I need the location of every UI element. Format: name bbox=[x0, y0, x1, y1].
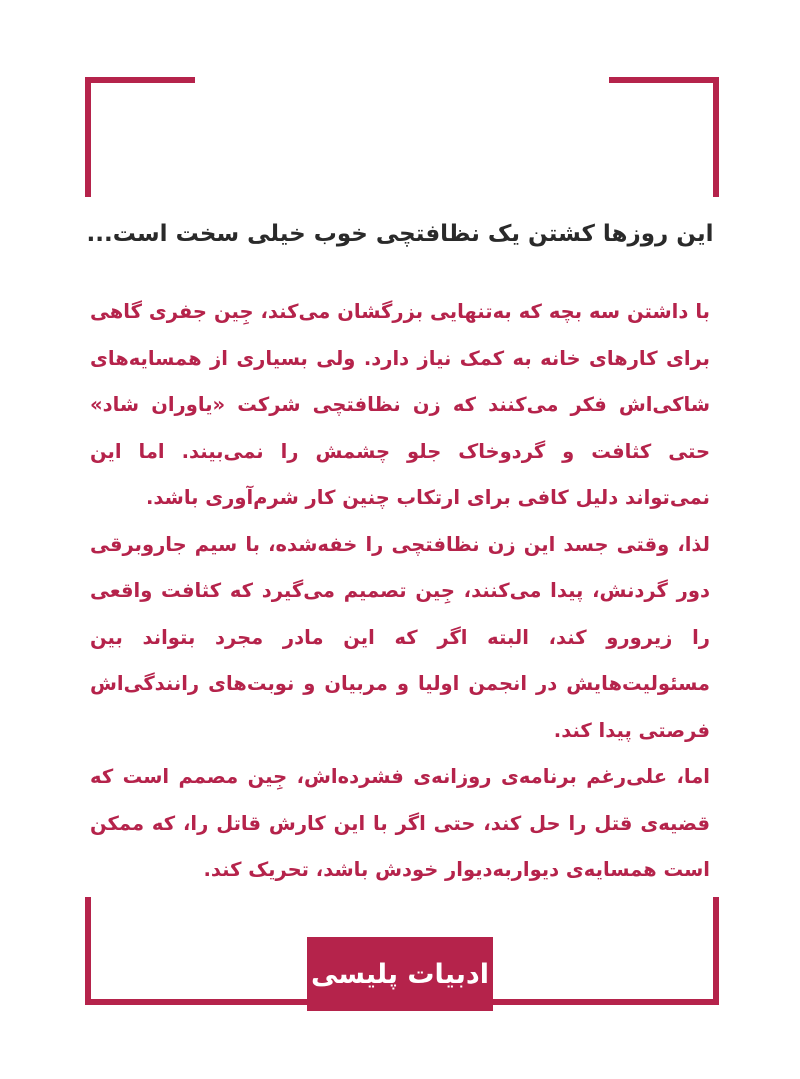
frame-bottom-right-horizontal bbox=[493, 999, 719, 1005]
frame-top-left-horizontal bbox=[85, 77, 195, 83]
genre-badge bbox=[307, 937, 493, 1011]
frame-bottom-right-vertical bbox=[713, 897, 719, 1005]
frame-bottom-left-vertical bbox=[85, 897, 91, 1005]
frame-bottom-left-horizontal bbox=[85, 999, 307, 1005]
genre-badge-label: ادبیات پلیسی bbox=[311, 958, 489, 990]
synopsis-paragraph: با داشتن سه بچه که به‌تنهایی بزرگشان می‌کند، جِین جفری گاهی برای کارهای خانه به کمک نیاز دارد. ولی بسیاری از همسایه‌های شاکی‌اش فکر می‌کنند که زن نظافتچی شرکت «یاوران شاد» حتی کثافت و گردوخاک جلو چشمش را نمی‌بیند. اما این نمی‌تواند دلیل کافی برای ارتکاب چنین کار شرم‌آوری باشد. bbox=[90, 300, 710, 509]
synopsis-paragraph: اما، علی‌رغم برنامه‌ی روزانه‌ی فشرده‌اش، جِین مصمم است که قضیه‌ی قتل را حل کند، حتی اگر با این کارش قاتل را، که ممکن است همسایه‌ی دیواربه‌دیوار خودش باشد، تحریک کند. bbox=[90, 765, 710, 881]
frame-top-left-vertical bbox=[85, 77, 91, 197]
tagline: این روزها کشتن یک نظافتچی خوب خیلی سخت است... bbox=[86, 221, 714, 247]
frame-top-right-horizontal bbox=[609, 77, 719, 83]
synopsis-paragraph: لذا، وقتی جسد این زن نظافتچی را خفه‌شده، با سیم جاروبرقی دور گردنش، پیدا می‌کنند، جِین تصمیم می‌گیرد که کثافت واقعی را زیرورو کند، البته اگر که این مادر مجرد بتواند بین مسئولیت‌هایش در انجمن اولیا و مربیان و نوبت‌های رانندگی‌اش فرصتی پیدا کند. bbox=[90, 532, 710, 742]
synopsis-text bbox=[90, 289, 710, 894]
frame-top-right-vertical bbox=[713, 77, 719, 197]
